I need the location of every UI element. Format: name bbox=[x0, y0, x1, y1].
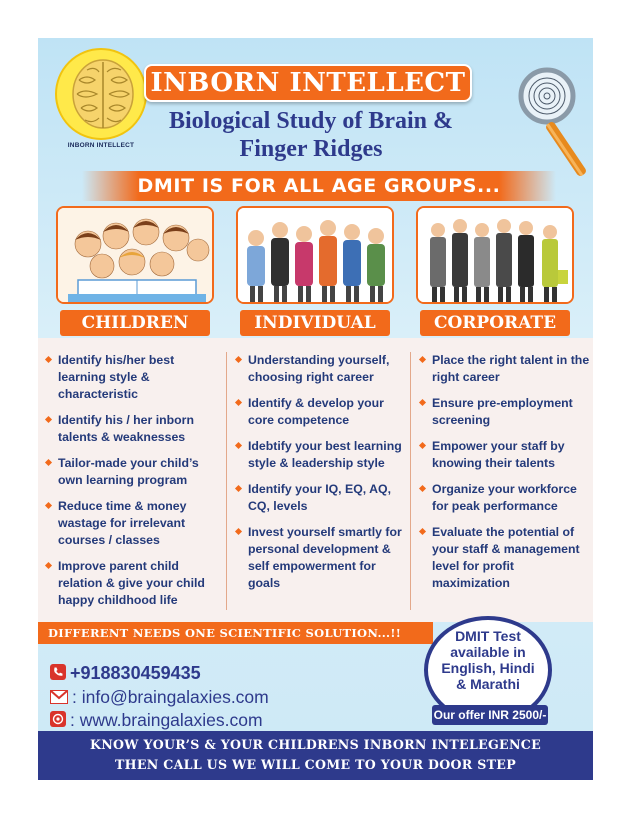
list-item: Identify & develop your core competence bbox=[234, 395, 406, 429]
list-item: Ensure pre-employment screening bbox=[418, 395, 590, 429]
phone-icon bbox=[50, 663, 66, 685]
offer-line-2: available in bbox=[450, 644, 526, 660]
children-image bbox=[56, 206, 214, 304]
list-item: Understanding yourself, choosing right career bbox=[234, 352, 406, 386]
list-item: Identify your IQ, EQ, AQ, CQ, levels bbox=[234, 481, 406, 515]
subtitle-line-1: Biological Study of Brain & bbox=[168, 108, 454, 134]
website-url: : www.braingalaxies.com bbox=[70, 710, 263, 730]
footer-banner bbox=[38, 731, 593, 780]
individual-benefits-list bbox=[234, 352, 406, 592]
list-item: Idebtify your best learning style & leadership style bbox=[234, 438, 406, 472]
children-column bbox=[44, 352, 216, 618]
list-item: Identify his/her best learning style & characteristic bbox=[44, 352, 216, 403]
brain-icon bbox=[55, 48, 147, 140]
individual-label: INDIVIDUAL bbox=[240, 310, 390, 336]
email-address: : info@braingalaxies.com bbox=[72, 687, 269, 707]
offer-line-3: English, Hindi bbox=[441, 660, 535, 676]
offer-line-4: & Marathi bbox=[456, 676, 520, 692]
corporate-column bbox=[418, 352, 590, 601]
corporate-label: CORPORATE bbox=[420, 310, 570, 336]
offer-price: Our offer INR 2500/- bbox=[432, 705, 548, 725]
list-item: Invest yourself smartly for personal development & self empowerment for goals bbox=[234, 524, 406, 592]
list-item: Reduce time & money wastage for irrelevant courses / classes bbox=[44, 498, 216, 549]
column-divider bbox=[410, 352, 411, 610]
flyer bbox=[38, 38, 593, 780]
list-item: Organize your workforce for peak performance bbox=[418, 481, 590, 515]
subtitle bbox=[146, 107, 476, 163]
children-label: CHILDREN bbox=[60, 310, 210, 336]
logo-text: INBORN INTELLECT bbox=[67, 142, 135, 149]
list-item: Identify his / her inborn talents & weaknesses bbox=[44, 412, 216, 446]
individual-column bbox=[234, 352, 406, 601]
list-item: Place the right talent in the right career bbox=[418, 352, 590, 386]
logo bbox=[52, 48, 150, 160]
web-icon bbox=[50, 710, 66, 732]
offer-line-1: DMIT Test bbox=[455, 628, 521, 644]
children-benefits-list bbox=[44, 352, 216, 609]
list-item: Evaluate the potential of your staff & management level for profit maximization bbox=[418, 524, 590, 592]
footer-line-1: KNOW YOUR’S & YOUR CHILDRENS INBORN INTELEGENCE bbox=[89, 737, 541, 752]
phone-number: +918830459435 bbox=[70, 663, 201, 683]
mail-icon bbox=[50, 687, 68, 709]
list-item: Empower your staff by knowing their talents bbox=[418, 438, 590, 472]
tagline-strip: DMIT IS FOR ALL AGE GROUPS... bbox=[82, 171, 556, 201]
corporate-benefits-list bbox=[418, 352, 590, 592]
list-item: Improve parent child relation & give your child happy childhood life bbox=[44, 558, 216, 609]
website-contact[interactable] bbox=[50, 709, 380, 732]
individual-image bbox=[236, 206, 394, 304]
email-contact[interactable] bbox=[50, 686, 380, 709]
column-divider bbox=[226, 352, 227, 610]
subtitle-line-2: Finger Ridges bbox=[239, 136, 383, 162]
corporate-image bbox=[416, 206, 574, 304]
list-item: Tailor-made your child’s own learning program bbox=[44, 455, 216, 489]
offer-text bbox=[428, 628, 548, 692]
footer-line-2: THEN CALL US WE WILL COME TO YOUR DOOR STEP bbox=[115, 757, 516, 772]
phone-contact[interactable] bbox=[50, 662, 380, 685]
page-title: INBORN INTELLECT bbox=[144, 64, 472, 102]
solution-strip: DIFFERENT NEEDS ONE SCIENTIFIC SOLUTION...!! bbox=[38, 622, 433, 644]
